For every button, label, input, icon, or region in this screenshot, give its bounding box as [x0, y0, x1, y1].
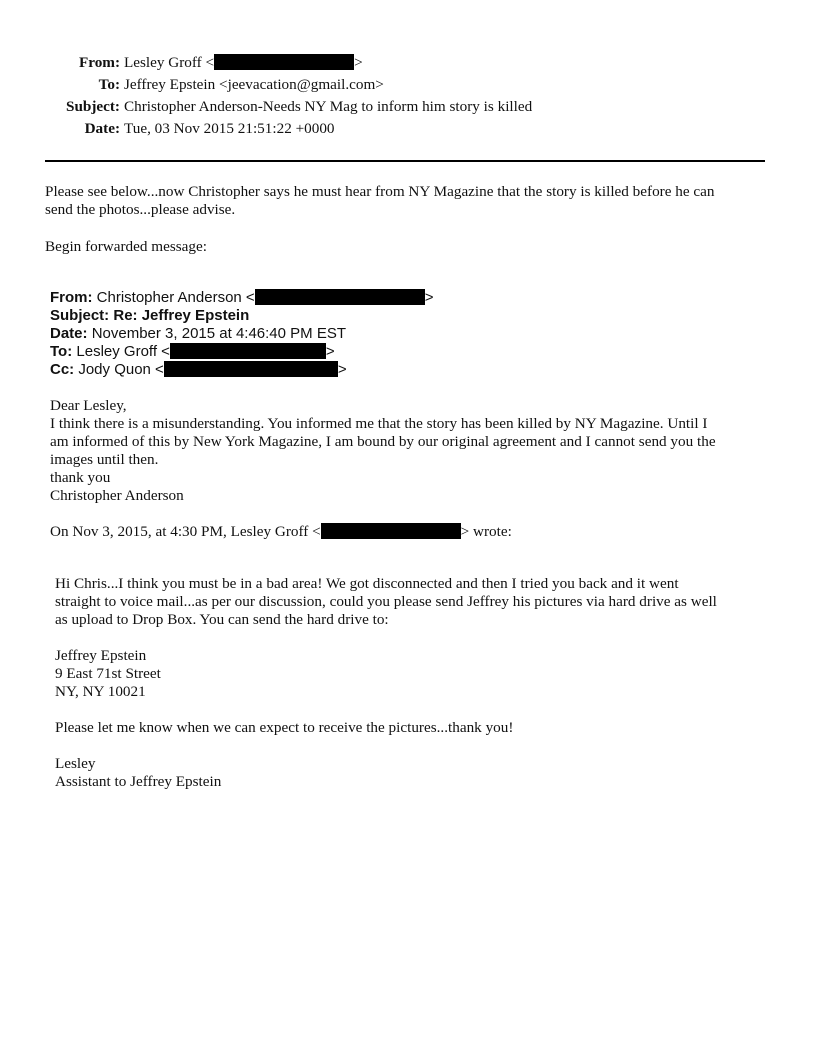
quote-intro-prefix: On Nov 3, 2015, at 4:30 PM, Lesley Groff < — [50, 523, 321, 540]
to-value: Jeffrey Epstein <jeevacation@gmail.com> — [124, 76, 384, 93]
forwarded-header — [50, 289, 433, 379]
fwd-to-value: Lesley Groff < — [76, 343, 170, 360]
redacted-email-block — [164, 361, 338, 377]
quoted-closing-line: Please let me know when we can expect to receive the pictures...thank you! — [55, 719, 514, 736]
mailing-address — [55, 647, 161, 701]
to-label: To: — [98, 76, 120, 93]
date-label: Date: — [84, 120, 120, 137]
quote-intro — [50, 523, 512, 541]
intro-paragraph — [45, 183, 765, 219]
fwd-to-row — [50, 343, 433, 361]
subject-value: Christopher Anderson-Needs NY Mag to inform him story is killed — [124, 98, 533, 115]
redacted-email-block — [214, 54, 354, 70]
address-city: NY, NY 10021 — [55, 683, 146, 700]
fwd-date-label: Date: — [50, 325, 88, 342]
fwd-cc-value: Jody Quon < — [78, 361, 164, 378]
quoted-line-3: as upload to Drop Box. You can send the hard drive to: — [55, 611, 389, 628]
from-close-bracket: > — [354, 54, 363, 71]
intro-line-2: send the photos...please advise. — [45, 201, 236, 218]
fwd-date-value: November 3, 2015 at 4:46:40 PM EST — [91, 325, 346, 342]
address-street: 9 East 71st Street — [55, 665, 161, 682]
begin-forwarded: Begin forwarded message: — [45, 238, 207, 255]
fwd-subject-value: Re: Jeffrey Epstein — [113, 307, 250, 324]
header-divider — [45, 160, 765, 162]
address-name: Jeffrey Epstein — [55, 647, 147, 664]
subject-label: Subject: — [66, 98, 120, 115]
intro-line-1: Please see below...now Christopher says he must hear from NY Magazine that the story is killed before he can — [45, 183, 715, 200]
reply-greeting: Dear Lesley, — [50, 397, 127, 414]
quoted-line-1: Hi Chris...I think you must be in a bad area! We got disconnected and then I tried you back and it went — [55, 575, 679, 592]
fwd-close-bracket: > — [424, 289, 434, 306]
signature-title: Assistant to Jeffrey Epstein — [55, 773, 222, 790]
reply-line-3: images until then. — [50, 451, 159, 468]
reply-thanks: thank you — [50, 469, 111, 486]
fwd-from-value: Christopher Anderson < — [96, 289, 255, 306]
fwd-cc-label: Cc: — [50, 361, 75, 378]
fwd-cc-row — [50, 361, 433, 379]
fwd-date-row — [50, 325, 433, 343]
reply-signature: Christopher Anderson — [50, 487, 184, 504]
fwd-to-label: To: — [50, 343, 73, 360]
fwd-subject-row — [50, 307, 433, 325]
from-sender: Lesley Groff < — [124, 54, 215, 71]
redacted-email-block — [170, 343, 326, 359]
redacted-email-block — [255, 289, 425, 305]
fwd-close-bracket: > — [325, 343, 335, 360]
quoted-message — [55, 575, 717, 629]
reply-line-1: I think there is a misunderstanding. You informed me that the story has been killed by NY Magazine. Until I — [50, 415, 708, 432]
quoted-line-2: straight to voice mail...as per our discussion, could you please send Jeffrey his pictures via hard drive as well — [55, 593, 717, 610]
signature-name: Lesley — [55, 755, 96, 772]
quoted-signature — [55, 755, 221, 791]
fwd-close-bracket: > — [337, 361, 347, 378]
reply-line-2: am informed of this by New York Magazine, I am bound by our original agreement and I cannot send you the — [50, 433, 716, 450]
reply-body — [50, 397, 716, 505]
date-value: Tue, 03 Nov 2015 21:51:22 +0000 — [124, 120, 335, 137]
from-value — [124, 54, 363, 72]
fwd-subject-label: Subject: — [50, 307, 110, 324]
from-label: From: — [78, 54, 120, 71]
redacted-email-block — [321, 523, 461, 539]
quote-intro-suffix: > wrote: — [460, 523, 512, 540]
fwd-from-label: From: — [50, 289, 93, 306]
fwd-from-row — [50, 289, 433, 307]
